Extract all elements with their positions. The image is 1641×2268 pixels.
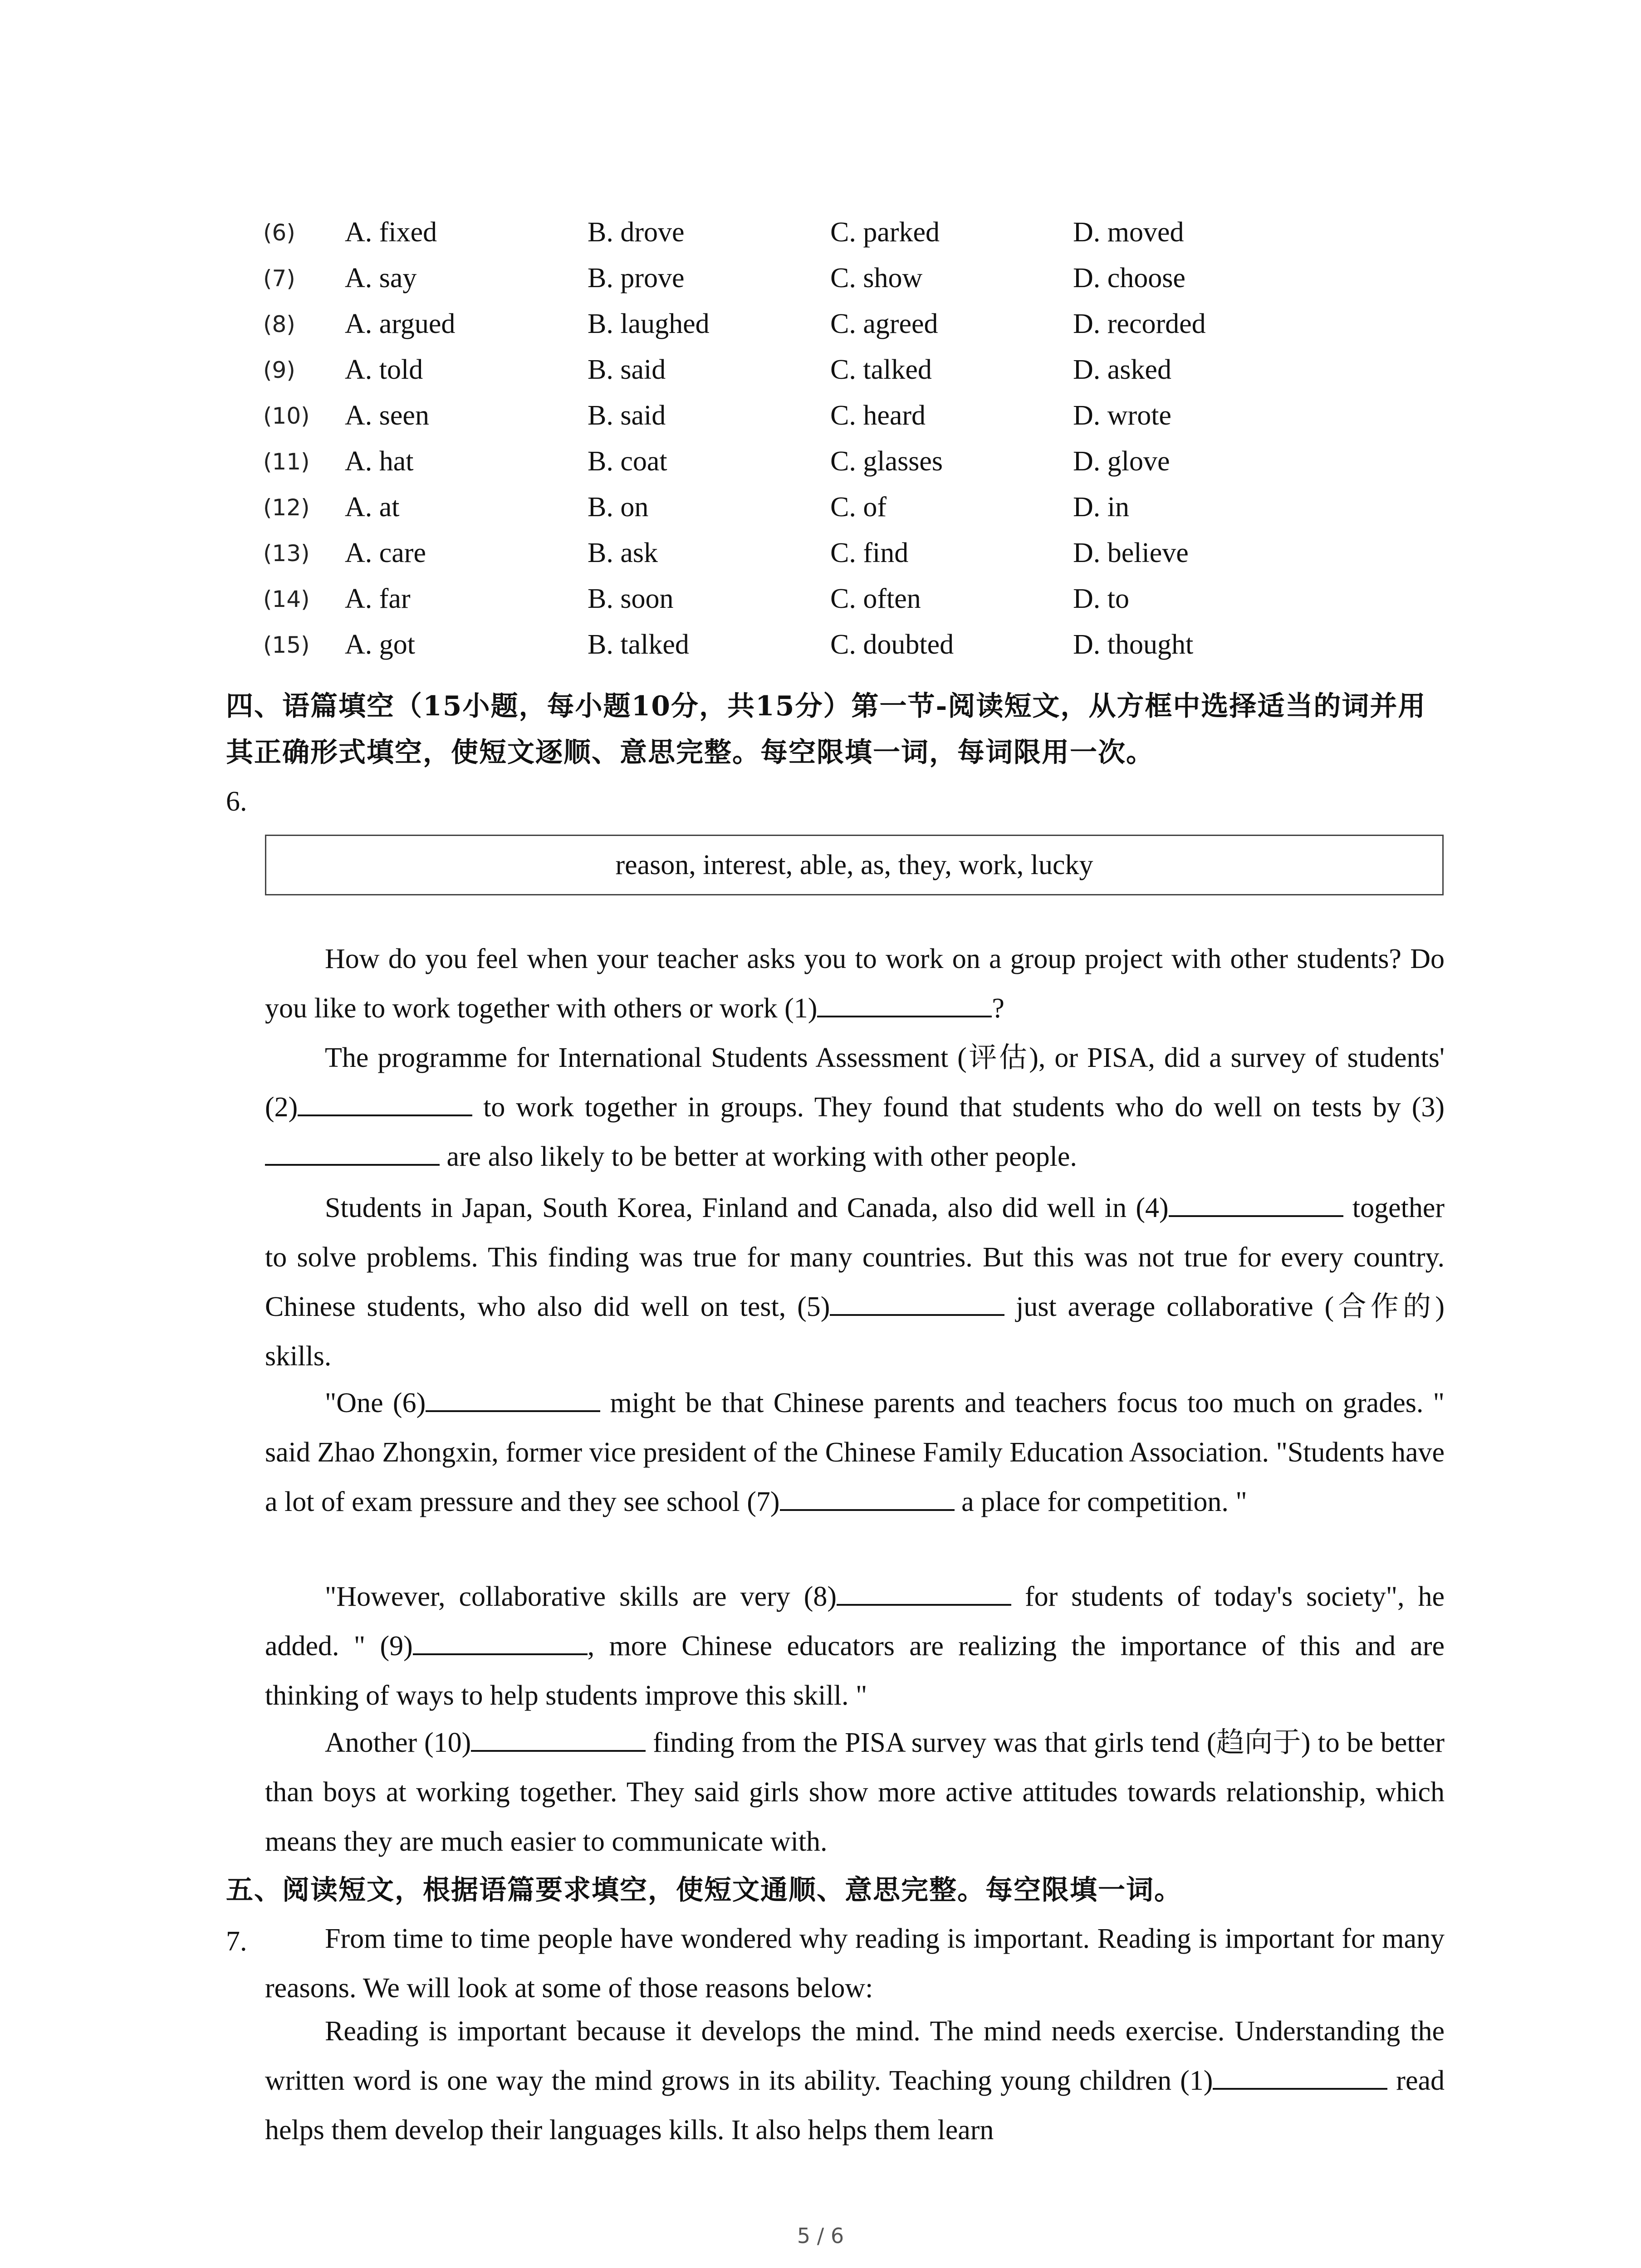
question-number: (15) bbox=[263, 631, 310, 658]
question-number: (11) bbox=[263, 448, 310, 475]
blank-4[interactable] bbox=[1169, 1190, 1343, 1217]
blank-5[interactable] bbox=[830, 1289, 1004, 1316]
s5-paragraph-1: From time to time people have wondered why reading is important. Reading is important for many reasons. We will look at some of those reasons below: bbox=[265, 1923, 1445, 2004]
option-b[interactable]: B. coat bbox=[588, 446, 667, 477]
option-b[interactable]: B. ask bbox=[588, 538, 658, 568]
option-a[interactable]: A. care bbox=[345, 538, 426, 568]
section4-heading: 四、语篇填空（15小题，每小题10分，共15分）第一节-阅读短文，从方框中选择适当的词并用其正确形式填空，使短文逐顺、意思完整。每空限填一词，每词限用一次。 bbox=[226, 690, 1426, 768]
question-number: (8) bbox=[263, 311, 295, 337]
option-row bbox=[263, 301, 1316, 347]
option-row bbox=[263, 576, 1316, 622]
option-d[interactable]: D. moved bbox=[1073, 217, 1184, 248]
word-box bbox=[265, 835, 1444, 895]
option-row bbox=[263, 347, 1316, 393]
option-a[interactable]: A. argued bbox=[345, 308, 456, 339]
option-c[interactable]: C. of bbox=[830, 492, 887, 523]
option-c[interactable]: C. agreed bbox=[830, 308, 938, 339]
blank-7[interactable] bbox=[780, 1484, 955, 1511]
option-d[interactable]: D. thought bbox=[1073, 629, 1194, 660]
question-number: (9) bbox=[263, 357, 295, 383]
option-c[interactable]: C. heard bbox=[830, 400, 926, 431]
question-number: (7) bbox=[263, 265, 295, 292]
question-number: (13) bbox=[263, 540, 310, 567]
s4-paragraph-1: How do you feel when your teacher asks you to work on a group project with other students? Do you like to work together with others or work (1) ? bbox=[265, 943, 1445, 1024]
blank-3[interactable] bbox=[265, 1139, 440, 1166]
option-c[interactable]: C. parked bbox=[830, 217, 940, 248]
option-c[interactable]: C. find bbox=[830, 538, 909, 568]
option-a[interactable]: A. fixed bbox=[345, 217, 437, 248]
option-c[interactable]: C. glasses bbox=[830, 446, 943, 477]
question-7-number: 7. bbox=[226, 1926, 247, 1957]
option-a[interactable]: A. got bbox=[345, 629, 415, 660]
option-b[interactable]: B. prove bbox=[588, 263, 685, 293]
option-a[interactable]: A. at bbox=[345, 492, 400, 523]
option-a[interactable]: A. hat bbox=[345, 446, 414, 477]
s5-blank-1[interactable] bbox=[1213, 2063, 1387, 2090]
option-a[interactable]: A. told bbox=[345, 354, 423, 385]
option-b[interactable]: B. soon bbox=[588, 583, 674, 614]
s4-paragraph-2: The programme for International Students Assessment (评估), or PISA, did a survey of students' (2) to work together in groups. They found that students who do well on tests by (3) are also likely to be better at working with other people. bbox=[265, 1042, 1445, 1172]
option-c[interactable]: C. doubted bbox=[830, 629, 954, 660]
section5-heading: 五、阅读短文，根据语篇要求填空，使短文通顺、意思完整。每空限填一词。 bbox=[226, 1874, 1182, 1906]
option-b[interactable]: B. said bbox=[588, 354, 666, 385]
option-row bbox=[263, 484, 1316, 530]
option-row bbox=[263, 255, 1316, 301]
blank-2[interactable] bbox=[298, 1089, 472, 1116]
options-table bbox=[263, 210, 1316, 668]
blank-8[interactable] bbox=[837, 1579, 1011, 1606]
option-b[interactable]: B. said bbox=[588, 400, 666, 431]
option-c[interactable]: C. show bbox=[830, 263, 923, 293]
option-d[interactable]: D. asked bbox=[1073, 354, 1171, 385]
s4-paragraph-4: "One (6) might be that Chinese parents and teachers focus too much on grades. " said Zhao Zhongxin, former vice president of the Chinese Family Education Association. "Students have a lot of exam pressure and they see school (7) a place for competition. " bbox=[265, 1378, 1445, 1527]
s4-paragraph-6: Another (10) finding from the PISA survey was that girls tend (趋向于) to be better than boys at working together. They said girls show more active attitudes towards relationship, which means they are much easier to communicate with. bbox=[265, 1718, 1445, 1867]
option-b[interactable]: B. laughed bbox=[588, 308, 710, 339]
s5-paragraph-2: Reading is important because it develops the mind. The mind needs exercise. Understanding the written word is one way the mind grows in its ability. Teaching young children (1) read helps them develop their languages kills. It also helps them learn bbox=[265, 2016, 1445, 2146]
option-b[interactable]: B. on bbox=[588, 492, 649, 523]
option-d[interactable]: D. wrote bbox=[1073, 400, 1171, 431]
option-b[interactable]: B. talked bbox=[588, 629, 689, 660]
option-d[interactable]: D. glove bbox=[1073, 446, 1170, 477]
question-number: (6) bbox=[263, 219, 295, 246]
option-d[interactable]: D. choose bbox=[1073, 263, 1185, 293]
option-c[interactable]: C. often bbox=[830, 583, 921, 614]
option-a[interactable]: A. far bbox=[345, 583, 411, 614]
question-number: (10) bbox=[263, 402, 310, 429]
option-d[interactable]: D. recorded bbox=[1073, 308, 1206, 339]
option-a[interactable]: A. say bbox=[345, 263, 417, 293]
question-number: (12) bbox=[263, 494, 310, 521]
option-d[interactable]: D. to bbox=[1073, 583, 1129, 614]
option-c[interactable]: C. talked bbox=[830, 354, 932, 385]
s4-paragraph-5: "However, collaborative skills are very (8) for students of today's society", he added. " (9) , more Chinese educators are realizing the importance of this and are thinking of ways to help students improve this skill. " bbox=[265, 1572, 1445, 1721]
s4-paragraph-3: Students in Japan, South Korea, Finland and Canada, also did well in (4) together to solve problems. This finding was true for many countries. But this was not true for every country. Chinese students, who also did well on test, (5) just average collaborative (合作的) skills. bbox=[265, 1183, 1445, 1381]
option-b[interactable]: B. drove bbox=[588, 217, 685, 248]
option-row bbox=[263, 622, 1316, 668]
options-table-body bbox=[263, 210, 1316, 668]
word-box-words: reason, interest, able, as, they, work, lucky bbox=[615, 849, 1093, 880]
blank-10[interactable] bbox=[471, 1725, 646, 1752]
question-number: (14) bbox=[263, 586, 310, 612]
blank-6[interactable] bbox=[426, 1385, 600, 1412]
page-number: 5 / 6 bbox=[797, 2224, 844, 2248]
option-d[interactable]: D. believe bbox=[1073, 538, 1189, 568]
blank-1[interactable] bbox=[817, 990, 992, 1017]
option-row bbox=[263, 439, 1316, 484]
blank-9[interactable] bbox=[413, 1628, 588, 1655]
option-row bbox=[263, 393, 1316, 439]
option-row bbox=[263, 530, 1316, 576]
option-d[interactable]: D. in bbox=[1073, 492, 1129, 523]
option-row bbox=[263, 210, 1316, 255]
question-6-number: 6. bbox=[226, 786, 247, 817]
option-a[interactable]: A. seen bbox=[345, 400, 429, 431]
